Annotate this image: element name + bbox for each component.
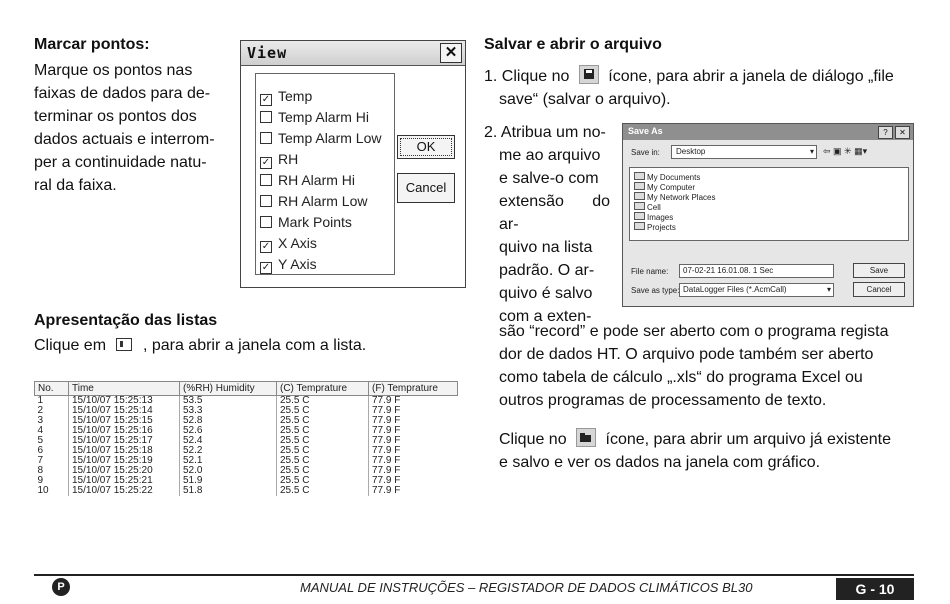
apresentacao-heading: Apresentação das listas xyxy=(34,312,218,329)
footer-text: MANUAL DE INSTRUÇÕES – REGISTADOR DE DADOS CLIMÁTICOS BL30 xyxy=(300,580,753,595)
option-mark-points[interactable]: Mark Points xyxy=(260,212,352,232)
text-line: dor de dados HT. O arquivo pode também ser aberto xyxy=(499,346,874,363)
text-line: per a continuidade natu- xyxy=(34,154,207,171)
close-icon[interactable]: ✕ xyxy=(440,43,462,63)
close-icon[interactable]: ✕ xyxy=(895,126,910,139)
table-cell: 51.8 xyxy=(180,486,277,496)
marcar-paragraph xyxy=(34,59,228,197)
text-line: são “record” e pode ser aberto com o programa regista xyxy=(499,323,889,340)
salvar-heading: Salvar e abrir o arquivo xyxy=(484,36,662,53)
table-cell: 15/10/07 15:25:20 xyxy=(69,466,180,476)
table-cell: 15/10/07 15:25:21 xyxy=(69,476,180,486)
save-dialog-title: Save As xyxy=(628,126,663,136)
text-line: dados actuais e interrom- xyxy=(34,131,215,148)
save-in-label: Save in: xyxy=(631,148,660,157)
text-line: 2. Atribua um no- xyxy=(484,124,606,141)
text-line: extensão do ar- xyxy=(499,193,610,233)
folder-icon xyxy=(634,202,645,210)
table-cell: 25.5 C xyxy=(277,456,369,466)
table-cell: 15/10/07 15:25:14 xyxy=(69,406,180,416)
table-cell: 52.2 xyxy=(180,446,277,456)
checkbox-checked-icon[interactable]: ✓ xyxy=(261,241,271,252)
chevron-down-icon[interactable]: ▾ xyxy=(826,285,831,294)
column-header: (F) Temprature xyxy=(369,382,458,396)
text-line: outros programas de processamento de texto. xyxy=(499,392,827,409)
table-cell: 5 xyxy=(37,435,44,446)
table-cell: 77.9 F xyxy=(369,396,458,407)
checkbox-icon[interactable] xyxy=(260,216,272,228)
text-line: e salve-o com xyxy=(499,170,599,187)
option-rh-alarm-low[interactable]: RH Alarm Low xyxy=(260,191,367,211)
view-dialog-titlebar xyxy=(241,41,465,66)
list-item[interactable]: Cell xyxy=(634,202,661,211)
open-line: Clique no ícone, para abrir um arquivo já existente xyxy=(499,428,891,451)
marcar-heading: Marcar pontos: xyxy=(34,36,150,53)
table-cell: 52.8 xyxy=(180,416,277,426)
text-line: como tabela de cálculo „.xls“ do programa Excel ou xyxy=(499,369,863,386)
table-cell: 25.5 C xyxy=(277,446,369,456)
table-cell: 52.4 xyxy=(180,436,277,446)
table-cell: 1 xyxy=(37,395,44,406)
toolbar-icons[interactable]: ⇦ ▣ ✳ ▦▾ xyxy=(823,146,868,156)
continuation-paragraph xyxy=(499,320,914,412)
network-icon xyxy=(634,192,645,200)
table-cell: 15/10/07 15:25:16 xyxy=(69,426,180,436)
footer-rule xyxy=(34,574,914,576)
text-line: padrão. O ar- xyxy=(499,262,595,279)
list-item[interactable]: My Documents xyxy=(634,172,700,181)
save-dialog-titlebar xyxy=(623,124,913,140)
checkbox-icon[interactable] xyxy=(260,132,272,144)
open-line-2: e salvo e ver os dados na janela com gráfico. xyxy=(499,454,821,471)
folder-icon xyxy=(634,212,645,220)
column-header: (%RH) Humidity xyxy=(180,382,277,396)
view-options-list xyxy=(255,73,395,275)
cancel-button[interactable]: Cancel xyxy=(397,173,455,203)
text-line: quivo é salvo xyxy=(499,285,593,302)
table-cell: 25.5 C xyxy=(277,396,369,407)
text-line: terminar os pontos dos xyxy=(34,108,197,125)
footer-badge: P xyxy=(52,578,70,596)
table-row xyxy=(35,486,458,496)
help-icon[interactable]: ? xyxy=(878,126,893,139)
folder-icon xyxy=(634,222,645,230)
column-header: Time xyxy=(69,382,180,396)
save-button[interactable]: Save xyxy=(853,263,905,278)
table-cell: 4 xyxy=(37,425,44,436)
column-header: (C) Temprature xyxy=(277,382,369,396)
table-cell: 15/10/07 15:25:22 xyxy=(69,486,180,496)
option-rh-alarm-hi[interactable]: RH Alarm Hi xyxy=(260,170,355,190)
table-cell: 25.5 C xyxy=(277,416,369,426)
option-temp-alarm-hi[interactable]: Temp Alarm Hi xyxy=(260,107,369,127)
type-label: Save as type: xyxy=(631,286,680,295)
table-cell: 7 xyxy=(37,455,44,466)
table-cell: 8 xyxy=(37,465,44,476)
table-cell: 77.9 F xyxy=(369,406,458,416)
data-table xyxy=(34,381,458,496)
ok-button[interactable]: OK xyxy=(397,135,455,159)
cancel-button[interactable]: Cancel xyxy=(853,282,905,297)
list-view-icon xyxy=(116,338,132,351)
list-item[interactable]: My Network Places xyxy=(634,192,715,201)
table-cell: 25.5 C xyxy=(277,406,369,416)
text-line: ral da faixa. xyxy=(34,177,117,194)
checkbox-checked-icon[interactable]: ✓ xyxy=(261,262,271,273)
table-cell: 25.5 C xyxy=(277,426,369,436)
table-cell: 25.5 C xyxy=(277,476,369,486)
view-dialog-title: View xyxy=(247,44,288,62)
computer-icon xyxy=(634,182,645,190)
table-cell: 53.5 xyxy=(180,396,277,407)
text-line: quivo na lista xyxy=(499,239,593,256)
chevron-down-icon[interactable]: ▾ xyxy=(809,147,814,156)
table-cell: 25.5 C xyxy=(277,436,369,446)
text-line: me ao arquivo xyxy=(499,147,601,164)
save-as-dialog xyxy=(622,123,914,307)
open-folder-icon xyxy=(576,428,596,447)
table-cell: 15/10/07 15:25:17 xyxy=(69,436,180,446)
checkbox-checked-icon[interactable]: ✓ xyxy=(261,94,271,105)
step2-paragraph xyxy=(484,121,610,328)
folder-icon xyxy=(634,172,645,180)
step1-line-2: save“ (salvar o arquivo). xyxy=(499,91,671,108)
option-rh[interactable]: ✓ RH xyxy=(261,151,299,168)
filename-label: File name: xyxy=(631,267,669,276)
table-cell: 77.9 F xyxy=(369,436,458,446)
table-cell: 77.9 F xyxy=(369,456,458,466)
text-line: Marque os pontos nas xyxy=(34,62,193,79)
table-cell: 51.9 xyxy=(180,476,277,486)
table-cell: 25.5 C xyxy=(277,486,369,496)
option-temp[interactable]: ✓ Temp xyxy=(261,88,313,105)
table-cell: 77.9 F xyxy=(369,446,458,456)
table-cell: 15/10/07 15:25:15 xyxy=(69,416,180,426)
table-cell: 52.6 xyxy=(180,426,277,436)
table-header-row xyxy=(35,382,458,396)
table-cell: 15/10/07 15:25:13 xyxy=(69,396,180,407)
checkbox-icon[interactable] xyxy=(260,195,272,207)
table-cell: 77.9 F xyxy=(369,476,458,486)
table-cell: 77.9 F xyxy=(369,466,458,476)
option-y-axis[interactable]: ✓ Y Axis xyxy=(261,256,317,273)
list-item[interactable]: My Computer xyxy=(634,182,695,191)
table-cell: 2 xyxy=(37,405,44,416)
table-cell: 77.9 F xyxy=(369,416,458,426)
page-number: G - 10 xyxy=(836,578,914,600)
checkbox-icon[interactable] xyxy=(260,111,272,123)
view-dialog xyxy=(240,40,466,288)
filename-input[interactable]: 07-02-21 16.01.08. 1 Sec xyxy=(679,264,834,278)
text-line: com a exten- xyxy=(499,308,592,325)
option-x-axis[interactable]: ✓ X Axis xyxy=(261,235,317,252)
table-cell: 15/10/07 15:25:19 xyxy=(69,456,180,466)
table-cell: 25.5 C xyxy=(277,466,369,476)
checkbox-checked-icon[interactable]: ✓ xyxy=(261,157,271,168)
type-select[interactable]: DataLogger Files (*.AcmCall) ▾ xyxy=(679,283,834,297)
save-icon xyxy=(579,65,599,84)
apresentacao-line: Clique em , para abrir a janela com a lista. xyxy=(34,337,367,354)
checkbox-icon[interactable] xyxy=(260,174,272,186)
table-cell: 9 xyxy=(37,475,44,486)
list-item[interactable]: Projects xyxy=(634,222,676,231)
table-cell: 52.1 xyxy=(180,456,277,466)
text-line: faixas de dados para de- xyxy=(34,85,211,102)
table-cell: 77.9 F xyxy=(369,486,458,496)
list-item[interactable]: Images xyxy=(634,212,673,221)
table-cell: 77.9 F xyxy=(369,426,458,436)
table-cell: 6 xyxy=(37,445,44,456)
column-header: No. xyxy=(35,382,69,396)
step1-line: 1. Clique no ícone, para abrir a janela de diálogo „file xyxy=(484,65,894,88)
table-cell: 53.3 xyxy=(180,406,277,416)
table-cell: 3 xyxy=(37,415,44,426)
table-cell: 15/10/07 15:25:18 xyxy=(69,446,180,456)
table-cell: 10 xyxy=(37,485,49,496)
table-cell: 52.0 xyxy=(180,466,277,476)
save-in-select[interactable]: Desktop ▾ xyxy=(671,145,817,159)
file-list xyxy=(629,167,909,241)
option-temp-alarm-low[interactable]: Temp Alarm Low xyxy=(260,128,381,148)
